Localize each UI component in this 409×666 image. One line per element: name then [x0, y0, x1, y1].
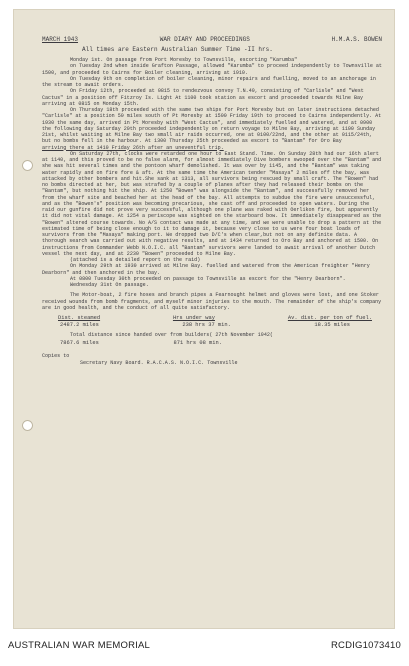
diary-paragraph: On Saturday 27th, clocks were retarded one hour to East Stand. Time. On Sunday 28th had our 16th alert at 1140, and this proved to be no false alarm, for almost immediately Dive bombers swooped over the "Bantam" and she was hit several times and the pontoon wharf demolished. It was over by 1145, and the "Bantam" was taking water rapidly and on fire fore & aft. At the same time the American tender "Masaya" 2 miles off the bay, was attacked by other bombers and hit.She sank at 1313, all survivors being rescued by small craft. The "Bowen" had no bombs directed at her, but was strafed by a couple of planes after they had released their bombs on the "Bantam", but nothing hit the ship. At 1250 "Bowen" was alongside the "Bantam", and successfully removed her from the wharf site and beached her at the head of the bay. All attempts to subdue the fire were unsuccessful, and as the "Bowen's" position was becoming precarious, she cast off and proceeded to open waters. During the raid our gunfire did not prove very successful, although one plane was raked with Oerlikon fire, but apparently it did not vital damage. At 1254 a periscope was sighted on the starboard bow. It immediately disappeared as the "Bowen" altered course towards. No A/S contact was made at any time, and we were unable to drop a pattern at the estimated time of being close enough to it to damage it, because very close to us were four boat loads of survivors from the "Masaya" making port. We dropped two D/C's when clear,but not on any definite data. A thorough search was carried out with negative results, and at 1434 returned to Oro Bay and anchored at 1500. On instructions from Commander Webb N.O.I.C. all "Bantam" survivors were landed to await arrival of another Dutch vessel the next day, and at 2230 "Bowen" proceeded to Milne Bay.: [42, 150, 382, 257]
stats-values-row: [42, 322, 382, 329]
diary-paragraph: The Motor-boat, 2 fire hoses and branch pipes a Fearnought helmet and gloves were lost, and one Stoker received wounds from bomb fragments, and myself minor injuries to the mouth. The remainder of the ship's company are in good health, and the conduct of all quite satisfactory.: [42, 292, 382, 311]
diary-paragraph: Monday 1st. On passage from Port Moresby to Townsville, escorting "Karumba": [70, 57, 298, 63]
diary-paragraph: on Tuesday 2nd when inside Grafton Passage, allowed "Karumba" to proceed independently to Townsville at 1500, and proceeded to Cairns for Boiler cleaning, arriving at 1910.: [42, 63, 382, 76]
stats-header: Av. dist. per ton of fuel.: [287, 315, 372, 321]
diary-paragraph: On Monday 29th at 1930 arrived at Milne Bay. fuelled and watered from the American freighter "Henry Dearborn" and then anchored in the bay.: [42, 263, 370, 276]
stats-value: 2487.2 miles: [60, 322, 99, 328]
stats-header-row: [42, 315, 382, 322]
punch-hole: [22, 420, 33, 431]
punch-hole: [22, 160, 33, 171]
stats-value: 18.35 miles: [314, 322, 350, 328]
total-distance-line: Total distance since handed over from builders( 27th November 1942(: [70, 332, 273, 338]
underlined-line: arriving there at 1410 Friday 26th after an uneventful trip.: [42, 144, 224, 151]
document-body: [42, 36, 382, 366]
archive-footer: [0, 635, 409, 655]
archive-name: AUSTRALIAN WAR MEMORIAL: [8, 639, 151, 651]
total-value: 871 hrs 08 min.: [173, 340, 222, 347]
total-values-row: [42, 340, 382, 347]
document-header: [42, 36, 382, 44]
total-value: 7867.6 miles: [60, 340, 99, 347]
header-title: WAR DIARY AND PROCEEDINGS: [159, 36, 250, 43]
header-date: MARCH 1943: [42, 36, 79, 43]
stats-value: 238 hrs 37 min.: [182, 322, 231, 328]
stats-header: Hrs under way: [172, 315, 215, 321]
distribution-list: Secretary Navy Board. R.A.C.A.S. N.O.I.C. Townsville: [80, 359, 238, 366]
diary-paragraph: On Friday 12th, proceeded at 0815 to rendezvous convoy T.N.49, consisting of "Carlisle" and "West Cactus" in a position off Fitzroy Is. Light At 1100 took station as escort and proceeded towards Milne Bay arriving at 0815 on Monday 15th.: [42, 88, 364, 107]
attachment-note: (attached is a detailed report on the raid): [70, 257, 201, 263]
stats-header: Dist. steamed: [58, 315, 101, 321]
diary-paragraph: On Tuesday 9th on completion of boiler cleaning, minor repairs and fuelling, moved to an anchorage in the stream to await orders.: [42, 75, 376, 88]
header-ship: H.M.A.S. BOWEN: [331, 36, 382, 43]
archive-reference: RCDIG1073410: [331, 639, 401, 651]
diary-paragraph: At 0800 Tuesday 30th proceeded on passage to Townsville as escort for the "Henry Dearborn".: [70, 275, 346, 282]
copies-label: Copies to: [42, 353, 70, 360]
document-page: [14, 10, 394, 628]
time-zone-note: All times are Eastern Australian Summer Time -II hrs.: [82, 46, 273, 53]
diary-paragraph: Wednesday 31st On passage.: [70, 282, 149, 288]
diary-paragraph: On Thursday 18th proceeded with the same two ships for Port Moresby but on later instructions detached "Carlisle" at a position 50 miles south of Pt Moresby at 1500 Friday 19th to proceed to Cairns independently. At 1930 the same day, arrived in Pt Moresby with "West Cactus", and immediately fuelled and watered, and at 0900 the following day Saturday 20th proceeded independently on return voyage to Milne Bay, arriving at 1100 Sunday 21st, whilst waiting at Milne Bay two small air raids occurred, one at 0100/22nd, and the other at 0115/24th, but no bombs fell in the harbour. At 1300 Thursday 25th proceeded as escort to "Bantam" for Oro Bay: [42, 107, 382, 145]
